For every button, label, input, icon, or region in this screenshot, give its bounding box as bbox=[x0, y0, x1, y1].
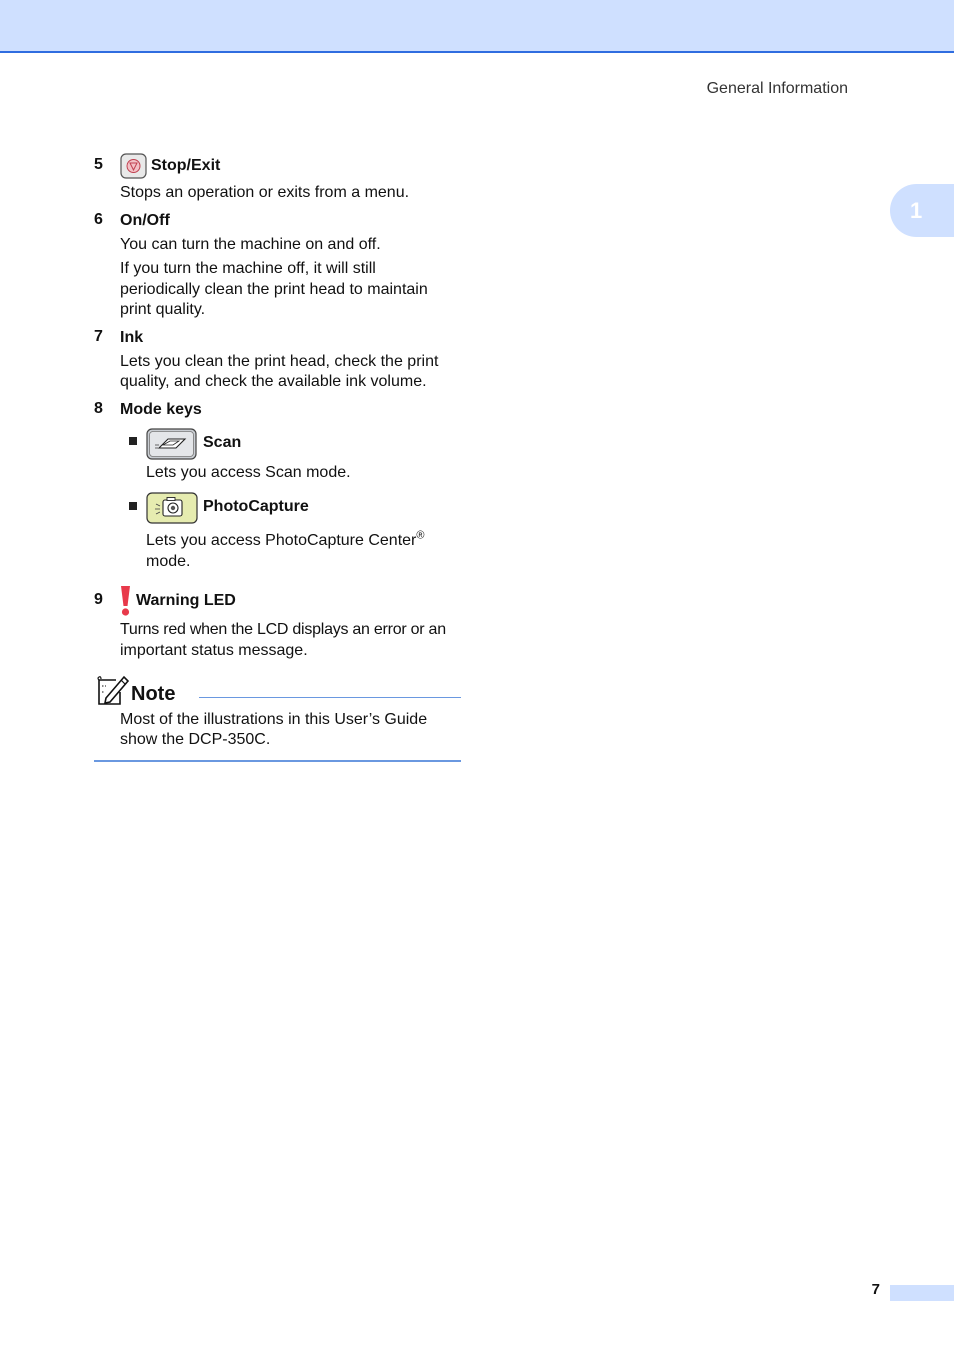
ink-description-line-1: Lets you clean the print head, check the print bbox=[120, 353, 439, 370]
photocapture-icon bbox=[146, 492, 198, 529]
registered-mark: ® bbox=[416, 529, 425, 542]
scan-title: Scan bbox=[203, 434, 242, 451]
item-number-5: 5 bbox=[94, 156, 103, 173]
stop-exit-icon bbox=[120, 153, 147, 184]
scan-description: Lets you access Scan mode. bbox=[146, 464, 351, 481]
item-number-8: 8 bbox=[94, 400, 103, 417]
photocapture-description-line-2: mode. bbox=[146, 553, 191, 570]
chapter-number: 1 bbox=[910, 197, 923, 223]
on-off-note-line-2: periodically clean the print head to maintain bbox=[120, 281, 428, 298]
stop-exit-title: Stop/Exit bbox=[151, 157, 221, 174]
warning-led-description-line-2: important status message. bbox=[120, 642, 308, 659]
note-title: Note bbox=[131, 683, 176, 705]
warning-led-description-line-1: Turns red when the LCD displays an error or an bbox=[120, 621, 446, 638]
on-off-title: On/Off bbox=[120, 212, 170, 229]
photocapture-description-line-1 bbox=[146, 531, 424, 552]
item-number-6: 6 bbox=[94, 211, 103, 228]
section-title: General Information bbox=[706, 80, 848, 97]
on-off-note-line-3: print quality. bbox=[120, 301, 206, 318]
page-number: 7 bbox=[871, 1281, 880, 1298]
note-pencil-icon bbox=[96, 674, 130, 711]
top-header-band bbox=[0, 0, 954, 53]
photocapture-title: PhotoCapture bbox=[203, 498, 309, 515]
ink-description-line-2: quality, and check the available ink volume. bbox=[120, 373, 427, 390]
warning-led-title: Warning LED bbox=[136, 592, 236, 609]
chapter-tab bbox=[890, 184, 954, 237]
ink-title: Ink bbox=[120, 329, 144, 346]
on-off-description: You can turn the machine on and off. bbox=[120, 236, 381, 253]
footer-band bbox=[890, 1285, 954, 1301]
warning-exclamation-icon bbox=[119, 585, 132, 622]
item-number-9: 9 bbox=[94, 591, 103, 608]
note-divider-top bbox=[199, 697, 461, 698]
bullet-square bbox=[129, 437, 137, 445]
on-off-note-line-1: If you turn the machine off, it will still bbox=[120, 260, 376, 277]
item-number-7: 7 bbox=[94, 328, 103, 345]
mode-keys-title: Mode keys bbox=[120, 401, 202, 418]
bullet-square bbox=[129, 502, 137, 510]
note-text-line-1: Most of the illustrations in this User’s Guide bbox=[120, 711, 428, 728]
note-divider-bottom bbox=[94, 760, 461, 762]
note-text-line-2: show the DCP-350C. bbox=[120, 731, 271, 748]
photocapture-description-text: Lets you access PhotoCapture Center bbox=[146, 532, 417, 549]
scan-icon bbox=[146, 428, 197, 465]
stop-exit-description: Stops an operation or exits from a menu. bbox=[120, 184, 410, 201]
